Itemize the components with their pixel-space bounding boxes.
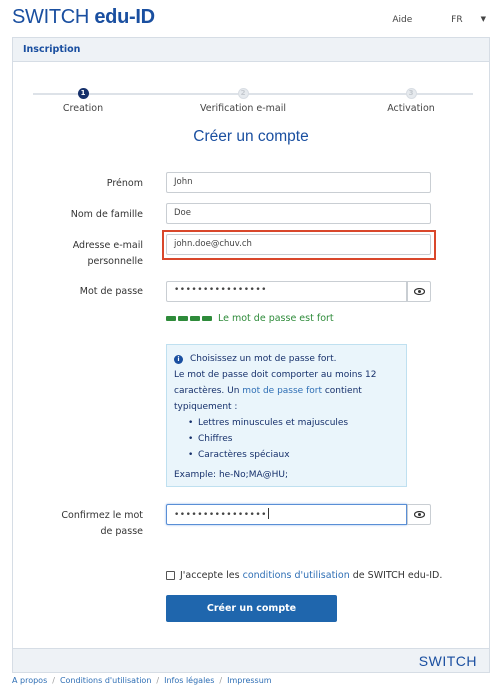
info-line2 — [174, 383, 399, 399]
top-links — [374, 15, 486, 25]
registration-card — [12, 37, 490, 673]
info-bullet: • Chiffres — [188, 431, 399, 447]
password-label: Mot de passe — [79, 286, 143, 297]
create-account-button[interactable]: Créer un compte — [166, 595, 337, 622]
strength-bar — [178, 316, 188, 321]
confirm-label-line1: Confirmez le mot — [61, 510, 143, 521]
strength-bar — [166, 316, 176, 321]
step-number: 1 — [78, 88, 89, 99]
impressum-link[interactable]: Impressum — [227, 676, 272, 685]
show-password-button[interactable] — [407, 281, 431, 302]
step-number: 2 — [238, 88, 249, 99]
info-headline: Choisissez un mot de passe fort. — [190, 354, 337, 364]
info-line2-pre: caractères. Un — [174, 386, 243, 396]
separator: / — [156, 676, 160, 685]
brand-bold-text: edu-ID — [94, 6, 155, 28]
language-select[interactable] — [433, 15, 486, 25]
password-info-box — [166, 344, 407, 487]
footer-links — [12, 676, 272, 685]
strength-text: Le mot de passe est fort — [218, 313, 334, 324]
step-creation — [23, 88, 143, 114]
step-verification — [183, 88, 303, 114]
terms-of-use-link[interactable]: Conditions d'utilisation — [59, 676, 152, 685]
legal-info-link[interactable]: Infos légales — [164, 676, 215, 685]
info-icon: i — [174, 355, 183, 364]
confirm-password-input[interactable] — [166, 504, 407, 525]
email-label — [13, 238, 143, 270]
terms-post: de SWITCH edu-ID. — [352, 570, 443, 581]
show-confirm-password-button[interactable] — [407, 504, 431, 525]
info-example: Example: he-No;MA@HU; — [174, 470, 289, 480]
terms-checkbox[interactable] — [166, 571, 175, 580]
email-input[interactable]: john.doe@chuv.ch — [166, 234, 431, 255]
email-label-line2: personnelle — [87, 256, 143, 267]
separator: / — [219, 676, 223, 685]
password-input[interactable]: •••••••••••••••• — [166, 281, 407, 302]
step-label: Verification e-mail — [199, 103, 287, 114]
info-bullets — [188, 415, 399, 463]
info-line2-post: contient — [321, 386, 362, 396]
confirm-label-line2: de passe — [100, 526, 143, 537]
email-label-line1: Adresse e-mail — [72, 240, 143, 251]
progress-steps — [33, 90, 473, 130]
confirm-password-value: •••••••••••••••• — [174, 510, 267, 520]
info-line1: Le mot de passe doit comporter au moins 12 — [174, 370, 377, 380]
strength-bar — [202, 316, 212, 321]
firstname-input[interactable]: John — [166, 172, 431, 193]
terms-pre: J'accepte les — [180, 570, 240, 581]
brand-logo[interactable] — [12, 6, 155, 29]
help-link[interactable]: Aide — [392, 15, 413, 25]
strength-bar — [190, 316, 200, 321]
about-link[interactable]: A propos — [12, 676, 48, 685]
lastname-input[interactable]: Doe — [166, 203, 431, 224]
eye-icon — [414, 511, 425, 518]
confirm-label — [13, 508, 143, 540]
info-bullet: • Caractères spéciaux — [188, 447, 399, 463]
step-activation — [351, 88, 471, 114]
info-headline-row — [174, 351, 399, 367]
info-line3: typiquement : — [174, 402, 238, 412]
footer-logo: SWITCH — [418, 653, 477, 669]
terms-row — [166, 570, 442, 581]
text-caret — [268, 508, 269, 519]
step-label: Activation — [387, 103, 435, 114]
brand-light-text: SWITCH — [12, 6, 90, 28]
chevron-down-icon: ▼ — [480, 15, 486, 23]
firstname-label: Prénom — [106, 178, 143, 189]
card-footer — [13, 648, 489, 672]
step-label: Creation — [62, 103, 104, 114]
form-heading: Créer un compte — [193, 128, 309, 145]
terms-link[interactable]: conditions d'utilisation — [242, 570, 350, 581]
strong-password-link[interactable]: mot de passe fort — [242, 386, 322, 396]
card-title: Inscription — [13, 38, 489, 62]
eye-icon — [414, 288, 425, 295]
language-label: FR — [451, 15, 463, 25]
info-bullet: • Lettres minuscules et majuscules — [188, 415, 399, 431]
password-strength — [166, 313, 334, 324]
lastname-label: Nom de famille — [70, 209, 143, 220]
separator: / — [52, 676, 55, 685]
step-number: 3 — [406, 88, 417, 99]
